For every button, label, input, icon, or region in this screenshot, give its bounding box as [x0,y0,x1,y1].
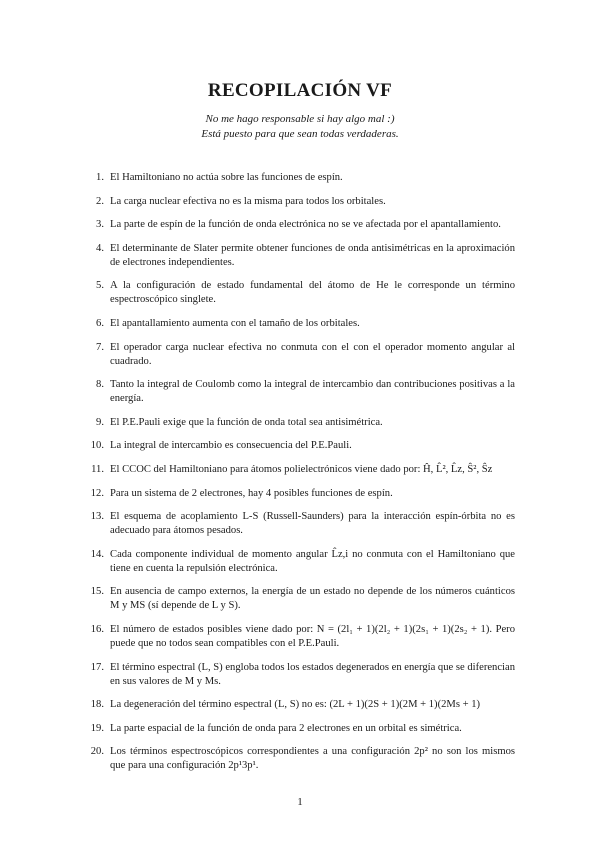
item-number: 10. [90,440,104,452]
item-text: El número de estados posibles viene dado por: N = (2l₁ + 1)(2l₂ + 1)(2s₁ + 1)(2s₂ + 1). Pero puede que no todos sean compatibles con el P.E.Pauli. [110,623,515,649]
list-item [84,510,515,538]
item-text: El Hamiltoniano no actúa sobre las funciones de espín. [110,172,343,183]
item-number: 7. [96,341,104,353]
list-item [84,722,515,736]
item-number: 6. [96,317,104,329]
item-number: 18. [90,699,104,711]
subtitle [0,112,600,142]
list-item [84,416,515,430]
list-item [84,171,515,185]
list-item [84,439,515,453]
item-text: La integral de intercambio es consecuencia del P.E.Pauli. [110,440,352,452]
list-item [84,218,515,232]
list-item [84,585,515,613]
item-number: 12. [90,487,104,499]
item-number: 5. [96,280,104,292]
item-number: 17. [90,661,104,673]
item-number: 19. [90,722,104,734]
item-number: 11. [91,463,104,475]
item-text: El esquema de acoplamiento L-S (Russell-Saunders) para la interacción espín-órbita no es adecuado para átomos pesados. [110,511,515,537]
item-text: El término espectral (L, S) engloba todos los estados degenerados en energía que se diferencian en sus valores de M y Ms. [110,661,515,687]
item-number: 1. [96,172,104,183]
item-number: 20. [90,746,104,758]
item-text: El apantallamiento aumenta con el tamaño de los orbitales. [110,317,360,329]
item-text: A la configuración de estado fundamental del átomo de He le corresponde un término espectroscópico singlete. [110,280,515,306]
item-number: 4. [96,242,104,254]
item-number: 9. [96,416,104,428]
list-item [84,378,515,406]
list-item [84,548,515,576]
subtitle-line: Está puesto para que sean todas verdaderas. [201,128,399,140]
page-number: 1 [297,796,303,808]
list-item [84,463,515,477]
list-item [84,745,515,773]
item-text: El CCOC del Hamiltoniano para átomos polielectrónicos viene dado por: Ĥ, L̂², L̂z, Ŝ², Ŝz [110,463,493,475]
item-number: 15. [90,586,104,598]
item-text: El determinante de Slater permite obtener funciones de onda antisimétricas en la aproximación de electrones independientes. [110,242,515,268]
statement-list [84,171,515,783]
item-text: Los términos espectroscópicos correspondientes a una configuración 2p² no son los mismos que para una configuración 2p¹3p¹. [110,746,515,772]
item-text: Para un sistema de 2 electrones, hay 4 posibles funciones de espín. [110,487,393,499]
list-item [84,487,515,501]
list-item [84,623,515,651]
item-text: La degeneración del término espectral (L, S) no es: (2L + 1)(2S + 1)(2M + 1)(2Ms + 1) [110,699,481,711]
item-text: La carga nuclear efectiva no es la misma para todos los orbitales. [110,195,386,207]
subtitle-line: No me hago responsable si hay algo mal :) [205,113,395,125]
list-item [84,317,515,331]
list-item [84,341,515,369]
item-text: El operador carga nuclear efectiva no conmuta con el con el operador momento angular al cuadrado. [110,341,515,367]
list-item [84,661,515,689]
item-text: Cada componente individual de momento angular L̂z,i no conmuta con el Hamiltoniano que tiene en cuenta la repulsión electrónica. [110,548,515,574]
list-item [84,698,515,712]
item-number: 3. [96,219,104,231]
list-item [84,279,515,307]
page-title: RECOPILACIÓN VF [207,80,393,101]
item-text: La parte espacial de la función de onda para 2 electrones en un orbital es simétrica. [110,722,462,734]
item-text: Tanto la integral de Coulomb como la integral de intercambio dan contribuciones positivas a la energía. [110,379,515,405]
item-number: 14. [90,548,104,560]
item-text: En ausencia de campo externos, la energía de un estado no depende de los números cuánticos M y MS (sí depende de L y S). [110,586,515,612]
item-number: 13. [90,511,104,523]
item-number: 2. [96,195,104,207]
item-text: La parte de espín de la función de onda electrónica no se ve afectada por el apantallamiento. [110,219,501,231]
list-item [84,195,515,209]
item-text: El P.E.Pauli exige que la función de onda total sea antisimétrica. [110,416,383,428]
item-number: 8. [96,379,104,391]
list-item [84,242,515,270]
item-number: 16. [90,623,104,635]
